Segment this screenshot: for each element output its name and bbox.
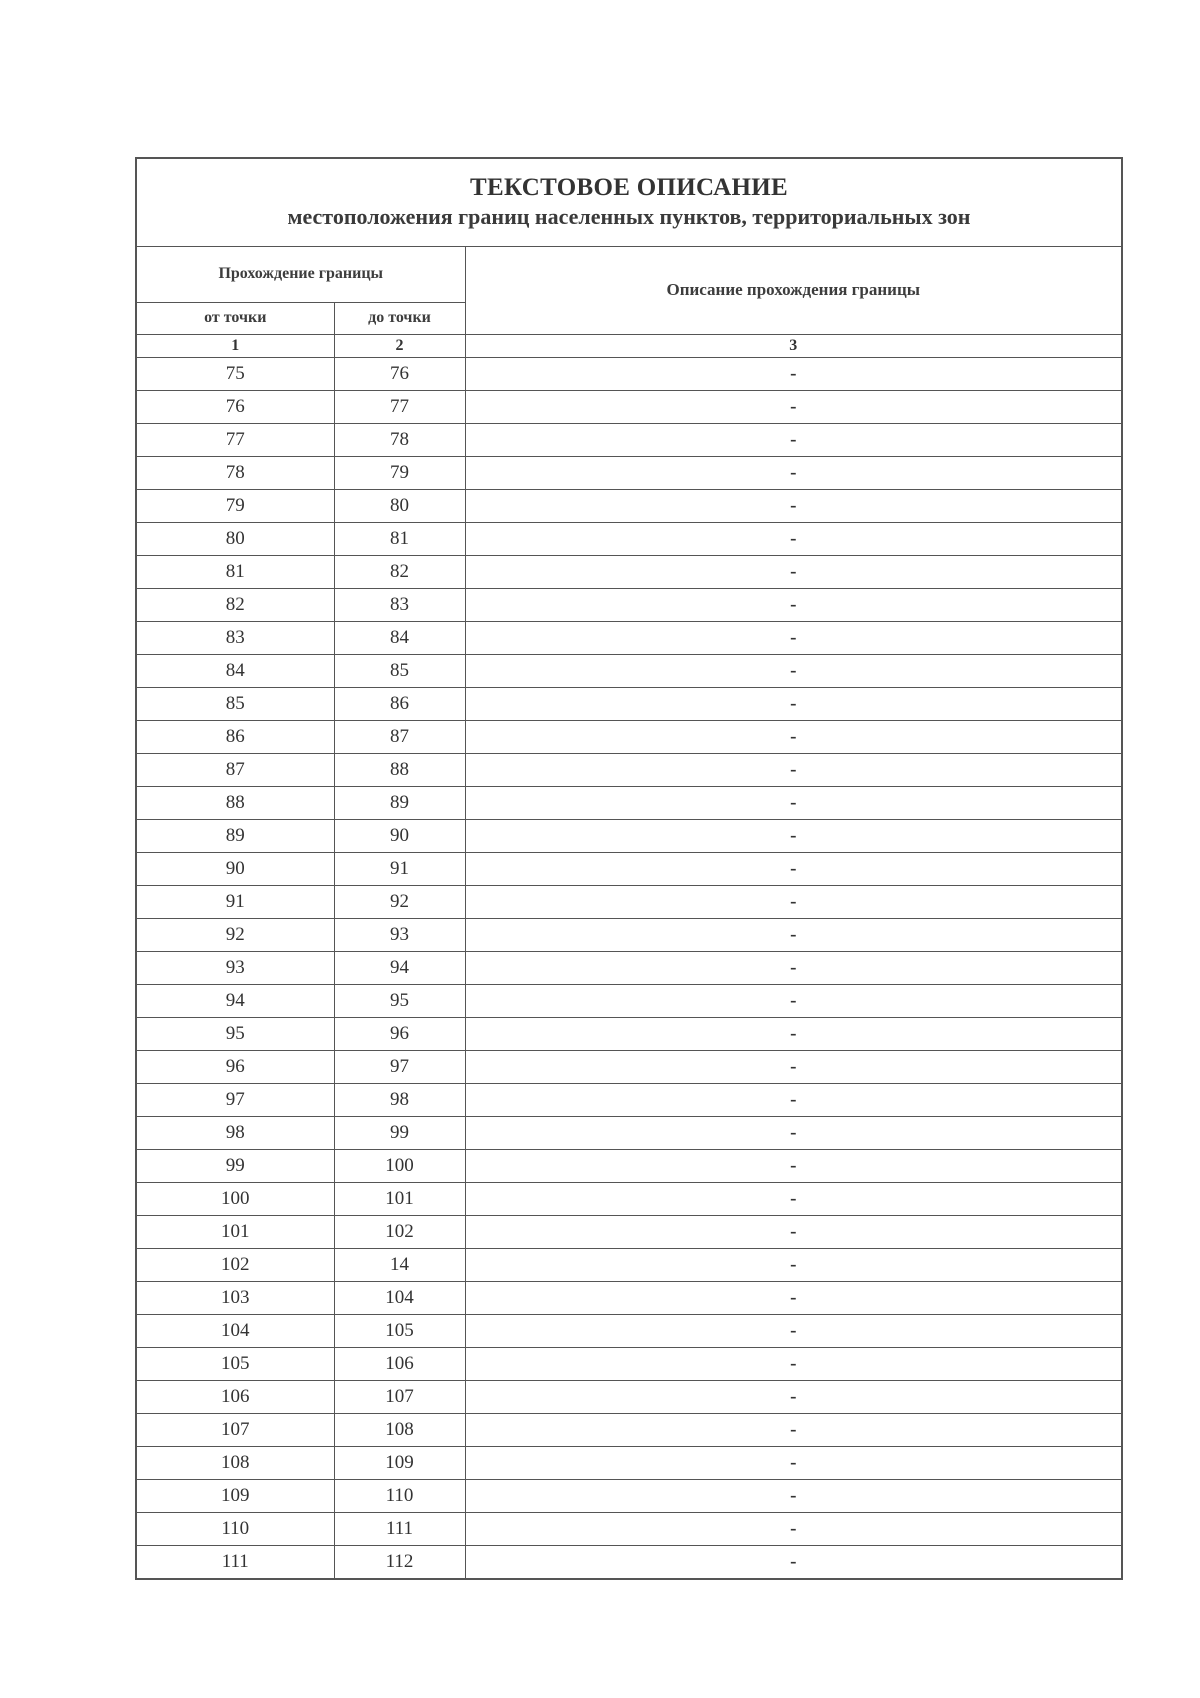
header-to-point: до точки [334, 302, 465, 334]
description-cell: - [465, 951, 1121, 984]
table-row [137, 1545, 1121, 1578]
to-point-cell: 78 [334, 423, 465, 456]
from-point-cell: 85 [137, 687, 334, 720]
description-cell: - [465, 588, 1121, 621]
table-row [137, 1446, 1121, 1479]
description-cell: - [465, 1281, 1121, 1314]
from-point-cell: 100 [137, 1182, 334, 1215]
from-point-cell: 84 [137, 654, 334, 687]
table-row [137, 1479, 1121, 1512]
description-cell: - [465, 984, 1121, 1017]
description-cell: - [465, 1050, 1121, 1083]
table-row [137, 1215, 1121, 1248]
document-title: ТЕКСТОВОЕ ОПИСАНИЕ [470, 174, 788, 201]
title-block [137, 159, 1121, 247]
from-point-cell: 110 [137, 1512, 334, 1545]
table-row [137, 720, 1121, 753]
table-row [137, 357, 1121, 390]
description-cell: - [465, 1149, 1121, 1182]
table-row [137, 390, 1121, 423]
to-point-cell: 111 [334, 1512, 465, 1545]
from-point-cell: 80 [137, 522, 334, 555]
from-point-cell: 79 [137, 489, 334, 522]
to-point-cell: 80 [334, 489, 465, 522]
to-point-cell: 88 [334, 753, 465, 786]
from-point-cell: 97 [137, 1083, 334, 1116]
to-point-cell: 94 [334, 951, 465, 984]
from-point-cell: 83 [137, 621, 334, 654]
from-point-cell: 111 [137, 1545, 334, 1578]
from-point-cell: 92 [137, 918, 334, 951]
from-point-cell: 102 [137, 1248, 334, 1281]
description-cell: - [465, 1116, 1121, 1149]
description-cell: - [465, 456, 1121, 489]
description-cell: - [465, 885, 1121, 918]
table-row [137, 1248, 1121, 1281]
header-boundary-passage: Прохождение границы [137, 247, 465, 302]
to-point-cell: 101 [334, 1182, 465, 1215]
table-row [137, 1413, 1121, 1446]
table-row [137, 687, 1121, 720]
table-row [137, 1182, 1121, 1215]
table-row [137, 1149, 1121, 1182]
from-point-cell: 104 [137, 1314, 334, 1347]
table-row [137, 819, 1121, 852]
to-point-cell: 76 [334, 357, 465, 390]
table-row [137, 555, 1121, 588]
description-cell: - [465, 522, 1121, 555]
to-point-cell: 81 [334, 522, 465, 555]
from-point-cell: 106 [137, 1380, 334, 1413]
to-point-cell: 14 [334, 1248, 465, 1281]
from-point-cell: 107 [137, 1413, 334, 1446]
table-row [137, 1083, 1121, 1116]
from-point-cell: 88 [137, 786, 334, 819]
from-point-cell: 95 [137, 1017, 334, 1050]
table-row [137, 1050, 1121, 1083]
to-point-cell: 104 [334, 1281, 465, 1314]
description-cell: - [465, 1083, 1121, 1116]
from-point-cell: 89 [137, 819, 334, 852]
boundary-description-document [135, 157, 1123, 1580]
table-row [137, 918, 1121, 951]
from-point-cell: 105 [137, 1347, 334, 1380]
description-cell: - [465, 1248, 1121, 1281]
description-cell: - [465, 423, 1121, 456]
to-point-cell: 83 [334, 588, 465, 621]
to-point-cell: 77 [334, 390, 465, 423]
from-point-cell: 101 [137, 1215, 334, 1248]
table-row [137, 1314, 1121, 1347]
to-point-cell: 90 [334, 819, 465, 852]
table-row [137, 654, 1121, 687]
description-cell: - [465, 390, 1121, 423]
to-point-cell: 95 [334, 984, 465, 1017]
to-point-cell: 85 [334, 654, 465, 687]
table-row [137, 621, 1121, 654]
header-from-point: от точки [137, 302, 334, 334]
to-point-cell: 84 [334, 621, 465, 654]
from-point-cell: 82 [137, 588, 334, 621]
description-cell: - [465, 852, 1121, 885]
description-cell: - [465, 1215, 1121, 1248]
column-number-row [137, 334, 1121, 357]
to-point-cell: 92 [334, 885, 465, 918]
column-number-1: 1 [137, 334, 334, 357]
to-point-cell: 93 [334, 918, 465, 951]
from-point-cell: 91 [137, 885, 334, 918]
from-point-cell: 81 [137, 555, 334, 588]
description-cell: - [465, 654, 1121, 687]
table-body [137, 334, 1121, 1578]
description-cell: - [465, 687, 1121, 720]
from-point-cell: 93 [137, 951, 334, 984]
description-cell: - [465, 786, 1121, 819]
from-point-cell: 94 [137, 984, 334, 1017]
to-point-cell: 100 [334, 1149, 465, 1182]
from-point-cell: 90 [137, 852, 334, 885]
to-point-cell: 86 [334, 687, 465, 720]
description-cell: - [465, 1446, 1121, 1479]
boundary-table [137, 247, 1121, 1578]
description-cell: - [465, 720, 1121, 753]
table-row [137, 1281, 1121, 1314]
to-point-cell: 102 [334, 1215, 465, 1248]
to-point-cell: 96 [334, 1017, 465, 1050]
description-cell: - [465, 621, 1121, 654]
from-point-cell: 108 [137, 1446, 334, 1479]
from-point-cell: 99 [137, 1149, 334, 1182]
from-point-cell: 109 [137, 1479, 334, 1512]
from-point-cell: 96 [137, 1050, 334, 1083]
description-cell: - [465, 1182, 1121, 1215]
column-number-3: 3 [465, 334, 1121, 357]
table-row [137, 1116, 1121, 1149]
to-point-cell: 82 [334, 555, 465, 588]
description-cell: - [465, 1413, 1121, 1446]
description-cell: - [465, 1017, 1121, 1050]
to-point-cell: 99 [334, 1116, 465, 1149]
table-row [137, 951, 1121, 984]
from-point-cell: 87 [137, 753, 334, 786]
table-row [137, 1380, 1121, 1413]
description-cell: - [465, 1512, 1121, 1545]
from-point-cell: 75 [137, 357, 334, 390]
table-row [137, 786, 1121, 819]
to-point-cell: 107 [334, 1380, 465, 1413]
to-point-cell: 112 [334, 1545, 465, 1578]
to-point-cell: 110 [334, 1479, 465, 1512]
document-subtitle: местоположения границ населенных пунктов, территориальных зон [287, 204, 971, 229]
description-cell: - [465, 1545, 1121, 1578]
from-point-cell: 78 [137, 456, 334, 489]
to-point-cell: 109 [334, 1446, 465, 1479]
table-row [137, 852, 1121, 885]
to-point-cell: 97 [334, 1050, 465, 1083]
table-row [137, 753, 1121, 786]
to-point-cell: 98 [334, 1083, 465, 1116]
description-cell: - [465, 1380, 1121, 1413]
to-point-cell: 106 [334, 1347, 465, 1380]
table-row [137, 489, 1121, 522]
description-cell: - [465, 1479, 1121, 1512]
table-row [137, 1017, 1121, 1050]
table-row [137, 522, 1121, 555]
to-point-cell: 108 [334, 1413, 465, 1446]
table-row [137, 423, 1121, 456]
description-cell: - [465, 357, 1121, 390]
to-point-cell: 89 [334, 786, 465, 819]
description-cell: - [465, 918, 1121, 951]
to-point-cell: 79 [334, 456, 465, 489]
from-point-cell: 76 [137, 390, 334, 423]
to-point-cell: 105 [334, 1314, 465, 1347]
from-point-cell: 103 [137, 1281, 334, 1314]
column-number-2: 2 [334, 334, 465, 357]
table-row [137, 1512, 1121, 1545]
description-cell: - [465, 1347, 1121, 1380]
description-cell: - [465, 753, 1121, 786]
description-cell: - [465, 489, 1121, 522]
description-cell: - [465, 555, 1121, 588]
description-cell: - [465, 819, 1121, 852]
from-point-cell: 86 [137, 720, 334, 753]
table-row [137, 1347, 1121, 1380]
table-row [137, 885, 1121, 918]
table-row [137, 984, 1121, 1017]
to-point-cell: 91 [334, 852, 465, 885]
table-row [137, 456, 1121, 489]
from-point-cell: 77 [137, 423, 334, 456]
table-row [137, 588, 1121, 621]
description-cell: - [465, 1314, 1121, 1347]
from-point-cell: 98 [137, 1116, 334, 1149]
to-point-cell: 87 [334, 720, 465, 753]
header-boundary-description: Описание прохождения границы [465, 247, 1121, 334]
